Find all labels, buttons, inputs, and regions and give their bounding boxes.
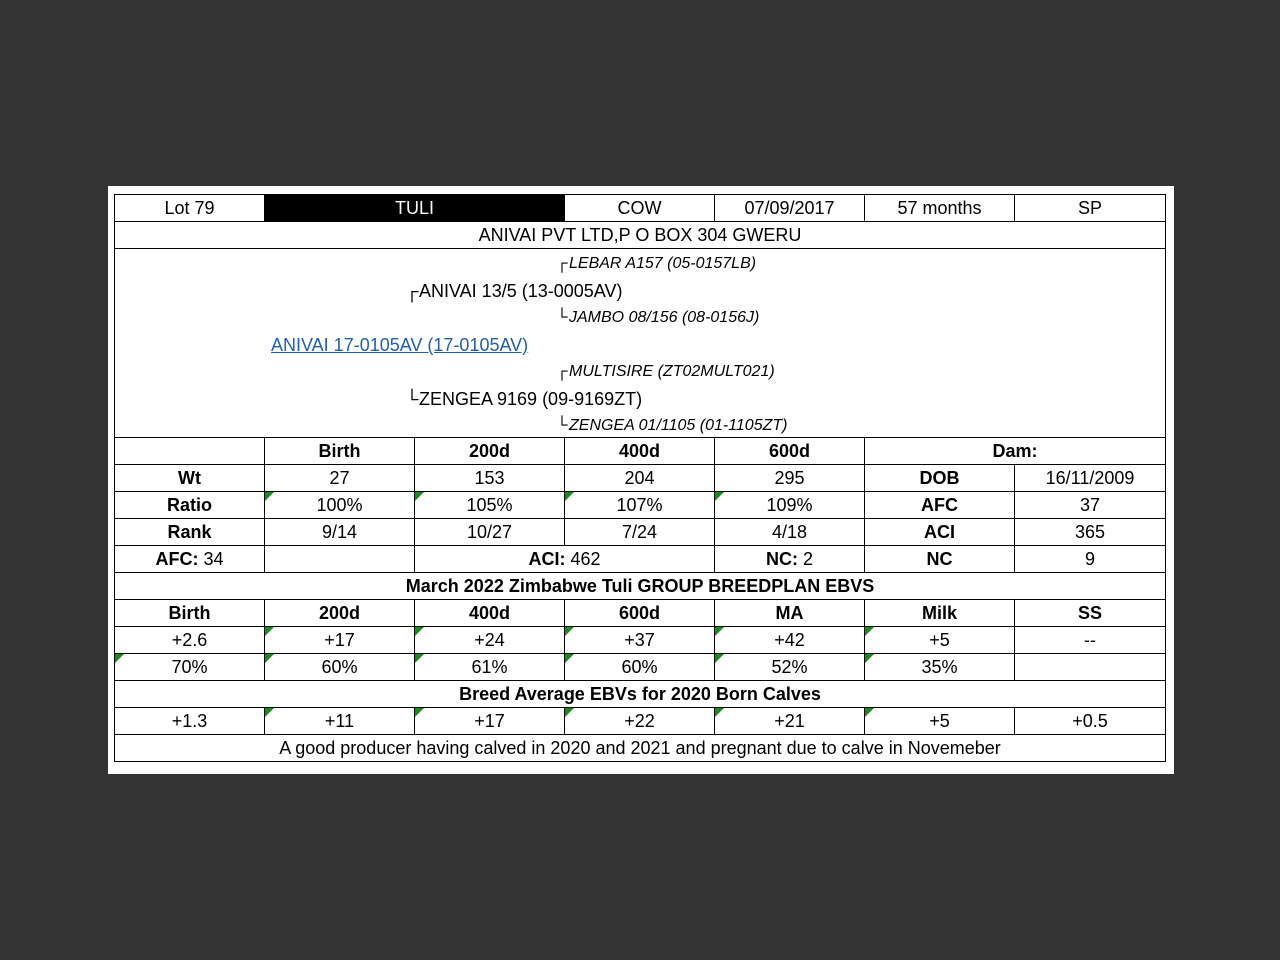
spacer-cell bbox=[265, 546, 415, 573]
breed-avg-value: +17 bbox=[415, 708, 565, 735]
ratio-cell: 107% bbox=[565, 492, 715, 519]
performance-corner bbox=[115, 438, 265, 465]
ebv-col-header: Birth bbox=[115, 600, 265, 627]
pedigree-row bbox=[115, 249, 1166, 438]
pedigree-cell bbox=[115, 249, 1166, 438]
animal-link[interactable]: ANIVAI 17-0105AV (17-0105AV) bbox=[271, 335, 529, 355]
rank-row bbox=[115, 519, 1166, 546]
nc-cell: NC: 2 bbox=[715, 546, 865, 573]
ebv-col-header: 200d bbox=[265, 600, 415, 627]
breed-avg-value: +5 bbox=[865, 708, 1015, 735]
lot-table bbox=[114, 194, 1166, 762]
weight-cell: 27 bbox=[265, 465, 415, 492]
ebv-value: +37 bbox=[565, 627, 715, 654]
ebv-value: +5 bbox=[865, 627, 1015, 654]
rank-cell: 4/18 bbox=[715, 519, 865, 546]
lot-number: Lot 79 bbox=[115, 195, 265, 222]
ebv-value: -- bbox=[1015, 627, 1166, 654]
breed-avg-value: +22 bbox=[565, 708, 715, 735]
breed-avg-row bbox=[115, 708, 1166, 735]
ratio-row bbox=[115, 492, 1166, 519]
ebv-col-header: 400d bbox=[415, 600, 565, 627]
ebv-col-header: 600d bbox=[565, 600, 715, 627]
ebv-accuracy: 60% bbox=[265, 654, 415, 681]
ebv-value: +2.6 bbox=[115, 627, 265, 654]
ebv-header-row bbox=[115, 600, 1166, 627]
ebv-accuracy: 61% bbox=[415, 654, 565, 681]
aci-cell: ACI: 462 bbox=[415, 546, 715, 573]
ebv-col-header: SS bbox=[1015, 600, 1166, 627]
row-label: Rank bbox=[115, 519, 265, 546]
pedigree-dam: └ZENGEA 9169 (09-9169ZT) bbox=[405, 389, 643, 409]
fertility-row bbox=[115, 546, 1166, 573]
performance-header-row bbox=[115, 438, 1166, 465]
owner-address: ANIVAI PVT LTD,P O BOX 304 GWERU bbox=[115, 222, 1166, 249]
sex-cell: COW bbox=[565, 195, 715, 222]
dam-label: AFC bbox=[865, 492, 1015, 519]
rank-cell: 9/14 bbox=[265, 519, 415, 546]
row-label: Wt bbox=[115, 465, 265, 492]
ratio-cell: 109% bbox=[715, 492, 865, 519]
ebv-values-row bbox=[115, 627, 1166, 654]
status-cell: SP bbox=[1015, 195, 1166, 222]
dob-cell: 07/09/2017 bbox=[715, 195, 865, 222]
perf-col-header: 200d bbox=[415, 438, 565, 465]
weight-cell: 204 bbox=[565, 465, 715, 492]
weight-cell: 295 bbox=[715, 465, 865, 492]
ebv-accuracy-row bbox=[115, 654, 1166, 681]
header-row bbox=[115, 195, 1166, 222]
dam-label: NC bbox=[865, 546, 1015, 573]
pedigree-sire-dam: └JAMBO 08/156 (08-0156J) bbox=[556, 309, 760, 326]
dam-value: 9 bbox=[1015, 546, 1166, 573]
perf-col-header: Birth bbox=[265, 438, 415, 465]
ebv-col-header: Milk bbox=[865, 600, 1015, 627]
row-label: Ratio bbox=[115, 492, 265, 519]
breed-avg-value: +11 bbox=[265, 708, 415, 735]
ebv-col-header: MA bbox=[715, 600, 865, 627]
ratio-cell: 105% bbox=[415, 492, 565, 519]
ebv-value: +24 bbox=[415, 627, 565, 654]
pedigree-sire: ┌ANIVAI 13/5 (13-0005AV) bbox=[405, 281, 623, 301]
lot-sheet bbox=[108, 186, 1174, 774]
breed-avg-value: +0.5 bbox=[1015, 708, 1166, 735]
afc-cell: AFC: 34 bbox=[115, 546, 265, 573]
perf-col-header: 400d bbox=[565, 438, 715, 465]
comment-row bbox=[115, 735, 1166, 762]
ebv-accuracy: 70% bbox=[115, 654, 265, 681]
breed-avg-value: +1.3 bbox=[115, 708, 265, 735]
breed-avg-title-row bbox=[115, 681, 1166, 708]
dam-title: Dam: bbox=[865, 438, 1166, 465]
age-cell: 57 months bbox=[865, 195, 1015, 222]
weight-cell: 153 bbox=[415, 465, 565, 492]
dam-value: 37 bbox=[1015, 492, 1166, 519]
dam-value: 365 bbox=[1015, 519, 1166, 546]
ebv-accuracy: 52% bbox=[715, 654, 865, 681]
ebv-value: +17 bbox=[265, 627, 415, 654]
weight-row bbox=[115, 465, 1166, 492]
ebv-value: +42 bbox=[715, 627, 865, 654]
ebv-accuracy bbox=[1015, 654, 1166, 681]
ebv-accuracy: 35% bbox=[865, 654, 1015, 681]
comment-text: A good producer having calved in 2020 and 2021 and pregnant due to calve in Novemeber bbox=[115, 735, 1166, 762]
ebv-accuracy: 60% bbox=[565, 654, 715, 681]
pedigree-dam-sire: ┌MULTISIRE (ZT02MULT021) bbox=[556, 363, 775, 380]
dam-value: 16/11/2009 bbox=[1015, 465, 1166, 492]
pedigree-sire-sire: ┌LEBAR A157 (05-0157LB) bbox=[556, 255, 757, 272]
perf-col-header: 600d bbox=[715, 438, 865, 465]
pedigree-tree bbox=[118, 249, 1162, 437]
rank-cell: 10/27 bbox=[415, 519, 565, 546]
breed-cell: TULI bbox=[265, 195, 565, 222]
breed-avg-value: +21 bbox=[715, 708, 865, 735]
dam-label: ACI bbox=[865, 519, 1015, 546]
rank-cell: 7/24 bbox=[565, 519, 715, 546]
ebv-title: March 2022 Zimbabwe Tuli GROUP BREEDPLAN EBVS bbox=[115, 573, 1166, 600]
ratio-cell: 100% bbox=[265, 492, 415, 519]
ebv-title-row bbox=[115, 573, 1166, 600]
pedigree-dam-dam: └ZENGEA 01/1105 (01-1105ZT) bbox=[556, 417, 788, 434]
owner-row bbox=[115, 222, 1166, 249]
breed-avg-title: Breed Average EBVs for 2020 Born Calves bbox=[115, 681, 1166, 708]
dam-label: DOB bbox=[865, 465, 1015, 492]
